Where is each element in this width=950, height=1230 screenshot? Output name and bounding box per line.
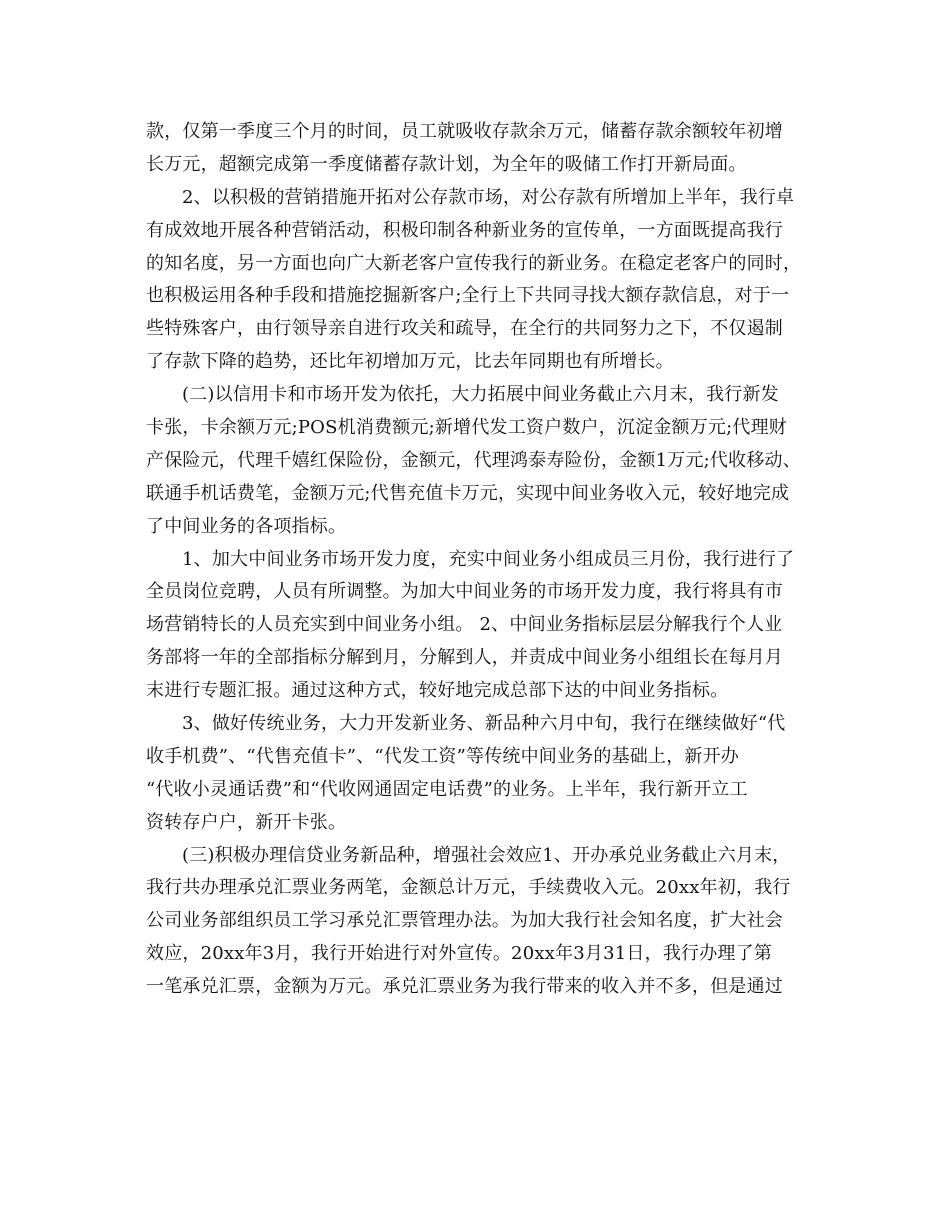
text-line: “代收小灵通话费”和“代收网通固定电话费”的业务。上半年，我行新开立工 xyxy=(146,778,748,800)
paragraph-start-line: (二)以信用卡和市场开发为依托，大力拓展中间业务截止六月末，我行新发 xyxy=(182,384,779,406)
text-line: 场营销特长的人员充实到中间业务小组。 2、中间业务指标层层分解我行个人业 xyxy=(146,614,783,636)
text-line: 末进行专题汇报。通过这种方式，较好地完成总部下达的中间业务指标。 xyxy=(146,680,729,702)
text-line: 效应，20xx年3月，我行开始进行对外宣传。20xx年3月31日，我行办理了第 xyxy=(146,943,773,965)
text-line: 些特殊客户，由行领导亲自进行攻关和疏导，在全行的共同努力之下，不仅遏制 xyxy=(146,318,783,340)
text-line: 了中间业务的各项指标。 xyxy=(146,515,347,537)
text-line: 也积极运用各种手段和措施挖掘新客户;全行上下共同寻找大额存款信息，对于一 xyxy=(146,285,790,307)
paragraph-start-line: (三)积极办理信贷业务新品种，增强社会效应1、开办承兑业务截止六月末， xyxy=(182,844,791,866)
paragraph-start-line: 3、做好传统业务，大力开发新业务、新品种六月中旬，我行在继续做好“代 xyxy=(182,713,786,735)
paragraph-start-line: 2、以积极的营销措施开拓对公存款市场，对公存款有所增加上半年，我行卓 xyxy=(182,186,795,208)
text-line: 收手机费”、“代售充值卡”、“代发工资”等传统中间业务的基础上，新开办 xyxy=(146,745,740,767)
text-line: 了存款下降的趋势，还比年初增加万元，比去年同期也有所增长。 xyxy=(146,351,674,373)
text-line: 有成效地开展各种营销活动，积极印制各种新业务的宣传单，一方面既提高我行 xyxy=(146,219,783,241)
text-line: 一笔承兑汇票，金额为万元。承兑汇票业务为我行带来的收入并不多，但是通过 xyxy=(146,976,783,998)
body-text xyxy=(146,116,826,1004)
text-line: 我行共办理承兑汇票业务两笔，金额总计万元，手续费收入元。20xx年初，我行 xyxy=(146,877,791,899)
text-line: 资转存户户，新开卡张。 xyxy=(146,811,347,833)
text-line: 公司业务部组织员工学习承兑汇票管理办法。为加大我行社会知名度，扩大社会 xyxy=(146,910,783,932)
text-line: 务部将一年的全部指标分解到月，分解到人，并责成中间业务小组组长在每月月 xyxy=(146,647,783,669)
text-line: 产保险元，代理千嬉红保险份，金额元，代理鸿泰寿险份，金额1万元;代收移动、 xyxy=(146,449,801,471)
text-line: 卡张，卡余额万元;POS机消费额元;新增代发工资户数户，沉淀金额万元;代理财 xyxy=(146,417,787,439)
text-line: 长万元，超额完成第一季度储蓄存款计划，为全年的吸储工作打开新局面。 xyxy=(146,153,747,175)
text-line: 联通手机话费笔，金额万元;代售充值卡万元，实现中间业务收入元，较好地完成 xyxy=(146,482,790,504)
text-line: 全员岗位竞聘，人员有所调整。为加大中间业务的市场开发力度，我行将具有市 xyxy=(146,581,783,603)
paragraph-start-line: 1、加大中间业务市场开发力度，充实中间业务小组成员三月份，我行进行了 xyxy=(182,548,795,570)
text-line: 款，仅第一季度三个月的时间，员工就吸收存款余万元，储蓄存款余额较年初增 xyxy=(146,121,783,142)
text-line: 的知名度，另一方面也向广大新老客户宣传我行的新业务。在稳定老客户的同时， xyxy=(146,252,802,274)
